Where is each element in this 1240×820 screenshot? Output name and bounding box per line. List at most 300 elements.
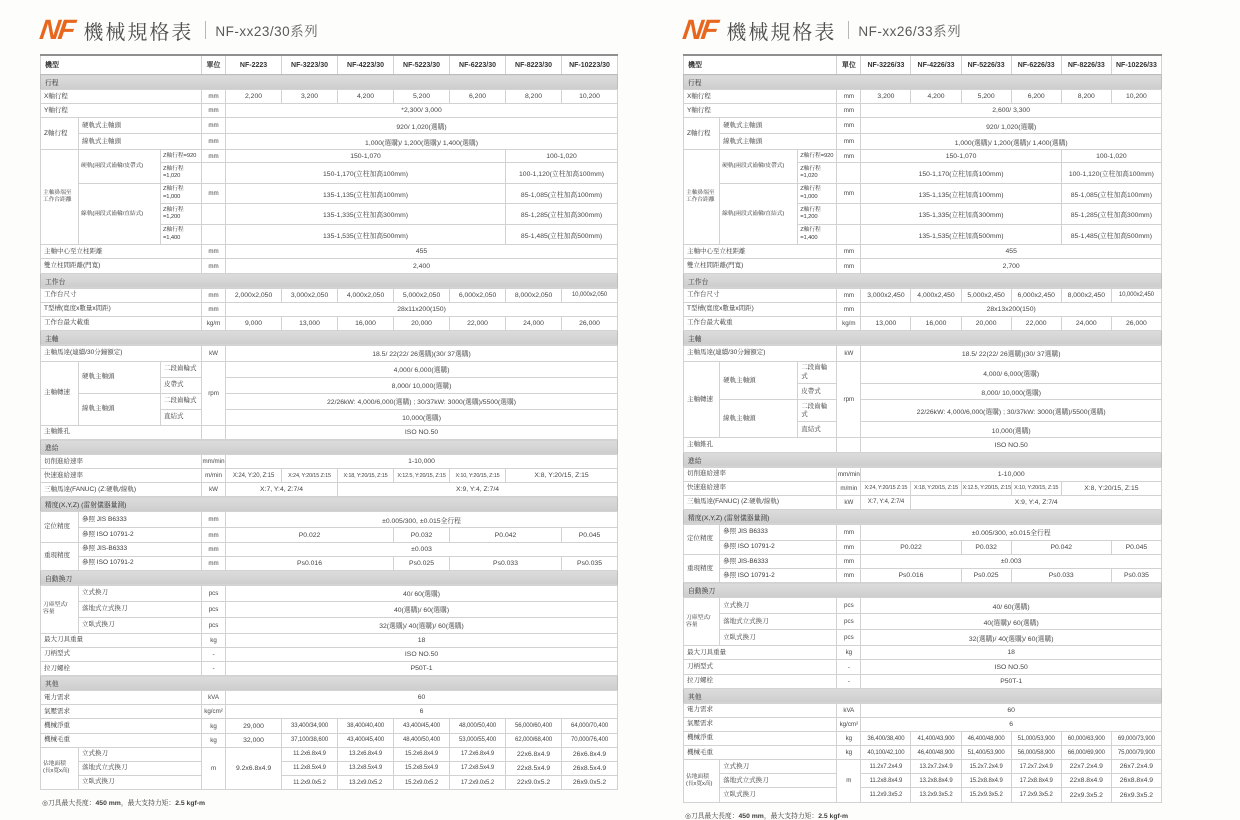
row-label: Z軸行程=1,000 — [798, 183, 837, 203]
row-label: 雙立柱間距離(門寬) — [684, 259, 837, 273]
unit-cell: mm — [837, 540, 861, 554]
value-cell: 8,000/ 10,000(選購) — [226, 377, 618, 393]
row-label: 刀庫型式/ 容量 — [684, 598, 720, 646]
value-cell: 41,400/43,900 — [911, 731, 961, 745]
value-cell: 17.2x9.3x5.2 — [1011, 788, 1061, 802]
value-cell: 18.5/ 22(22/ 26選購)(30/ 37選購) — [226, 345, 618, 361]
row-label: Z軸行程=1,400 — [161, 224, 202, 244]
table-row — [684, 731, 1162, 745]
value-cell: 33,400/34,900 — [282, 719, 338, 733]
model-header: NF-4223/30 — [338, 55, 394, 75]
title-right — [680, 12, 1162, 48]
row-label: 重現精度 — [41, 542, 79, 570]
value-cell: X:8, Y:20/15, Z:15 — [506, 469, 618, 483]
value-cell: 920/ 1,020(選購) — [226, 118, 618, 134]
section-label: 精度(X,Y,Z) (雷射儀器量測) — [684, 509, 1162, 524]
section-label: 精度(X,Y,Z) (雷射儀器量測) — [41, 497, 618, 512]
value-cell: 17.2x9.0x5.2 — [450, 775, 506, 789]
value-cell: 1,000(選購)/ 1,200(選購)/ 1,400(選購) — [861, 134, 1162, 150]
value-cell: ±0.003 — [861, 555, 1162, 569]
table-row — [684, 150, 1162, 163]
value-cell: 3,200 — [282, 90, 338, 104]
footnote-text: ，最大支持力矩： — [763, 812, 819, 820]
value-cell: 13.2x6.8x4.9 — [338, 747, 394, 761]
row-label: 電力需求 — [684, 703, 837, 717]
value-cell: 32(選購)/ 40(選購)/ 60(選購) — [861, 630, 1162, 646]
unit-cell: kVA — [837, 703, 861, 717]
row-label: 機械毛重 — [41, 733, 202, 747]
value-cell: 32(選購)/ 40(選購)/ 60(選購) — [226, 617, 618, 633]
row-label: 最大刀具重量 — [41, 633, 202, 647]
value-cell: Ps0.025 — [961, 569, 1011, 583]
value-cell: 10,200 — [562, 90, 618, 104]
table-row — [41, 705, 618, 719]
unit-cell: - — [837, 660, 861, 674]
value-cell: X:10, Y:20/15, Z:15 — [1011, 481, 1061, 495]
row-label: 拉刀螺栓 — [684, 674, 837, 688]
value-cell: 4,200 — [911, 90, 961, 104]
unit-cell: mm — [202, 150, 226, 163]
value-cell: 15.2x7.2x4.9 — [961, 760, 1011, 774]
value-cell: 22,000 — [450, 316, 506, 330]
section-label: 進給 — [684, 452, 1162, 467]
value-cell: 1-10,000 — [226, 455, 618, 469]
row-label: Y軸行程 — [684, 104, 837, 118]
value-cell: Ps0.035 — [1111, 569, 1161, 583]
value-cell: 40(選購)/ 60(選購) — [861, 614, 1162, 630]
unit-cell — [202, 204, 226, 224]
value-cell: X:18, Y:20/15, Z:15 — [911, 481, 961, 495]
value-cell: 920/ 1,020(選購) — [861, 118, 1162, 134]
value-cell: 10,000(選購) — [861, 422, 1162, 438]
value-cell: 20,000 — [394, 316, 450, 330]
row-label: 佔地面積 (長x寬x高) — [684, 760, 720, 802]
row-label: 定位精度 — [684, 524, 720, 554]
value-cell: 22x6.8x4.9 — [506, 747, 562, 761]
unit-cell: mm — [837, 302, 861, 316]
value-cell: 11.2x8.5x4.9 — [282, 761, 338, 775]
value-cell: 46,400/48,900 — [961, 731, 1011, 745]
value-cell: *2,300/ 3,000 — [226, 104, 618, 118]
unit-cell: mm — [837, 569, 861, 583]
section-label: 主軸 — [41, 330, 618, 345]
value-cell: ±0.005/300, ±0.015全行程 — [861, 524, 1162, 540]
unit-cell — [837, 163, 861, 183]
value-cell: 5,200 — [961, 90, 1011, 104]
value-cell: Ps0.016 — [861, 569, 961, 583]
unit-cell: mm — [202, 556, 226, 570]
unit-cell: mm — [837, 134, 861, 150]
value-cell: 135-1,535(立柱加高500mm) — [226, 224, 506, 244]
nf-logo: NF — [680, 14, 719, 45]
row-label: 主軸錐孔 — [684, 438, 837, 452]
unit-cell: kg/cm² — [837, 717, 861, 731]
value-cell: 13,000 — [282, 316, 338, 330]
value-cell: 26x6.8x4.9 — [562, 747, 618, 761]
value-cell: X:12.5, Y:20/15, Z:15 — [394, 469, 450, 483]
row-label: 佔地面積 (長x寬x高) — [41, 747, 79, 789]
row-label: 落地式立式換刀 — [720, 774, 837, 788]
unit-cell: mm — [202, 104, 226, 118]
unit-cell: mm — [202, 259, 226, 273]
footnote-text: 450 mm — [95, 800, 121, 808]
value-cell: 100-1,120(立柱加高100mm) — [1061, 163, 1161, 183]
value-cell: 150-1,170(立柱加高100mm) — [861, 163, 1061, 183]
unit-cell: m — [202, 747, 226, 789]
series-label: NF-xx23/30系列 — [215, 24, 319, 39]
section-row — [41, 330, 618, 345]
table-row — [41, 528, 618, 542]
value-cell: 15.2x9.0x5.2 — [394, 775, 450, 789]
unit-cell: mm — [202, 512, 226, 528]
value-cell: P50T-1 — [861, 674, 1162, 688]
unit-cell: mm — [202, 542, 226, 556]
value-cell: P0.022 — [861, 540, 961, 554]
row-label: 二段齒輪式 — [161, 361, 202, 377]
row-label: Z軸行程=1,400 — [798, 224, 837, 244]
table-row — [41, 483, 618, 497]
table-row — [41, 361, 618, 377]
row-label: 直結式 — [161, 409, 202, 425]
unit-cell: kg — [202, 733, 226, 747]
model-header: NF-5223/30 — [394, 55, 450, 75]
row-label: 三軸馬達(FANUC) (Z:硬軌/線軌) — [684, 495, 837, 509]
row-label: 線軌(兩段式齒輪/直結式) — [79, 183, 161, 244]
footnote-text: 450 mm — [738, 812, 764, 820]
model-header: NF-3223/30 — [282, 55, 338, 75]
value-cell: P0.045 — [562, 528, 618, 542]
value-cell: 4,000/ 6,000(選購) — [861, 361, 1162, 383]
value-cell: 4,000x2,450 — [911, 288, 961, 302]
unit-cell: mm — [837, 104, 861, 118]
unit-cell: m — [837, 760, 861, 802]
value-cell: 16,000 — [911, 316, 961, 330]
row-label: 主軸鼻端至 工作台距離 — [684, 150, 720, 245]
section-row — [684, 509, 1162, 524]
row-label: 線軌主軸頭 — [720, 400, 798, 438]
value-cell: 69,000/73,900 — [1111, 731, 1161, 745]
section-label: 其他 — [41, 676, 618, 691]
table-row — [684, 90, 1162, 104]
unit-cell: mm — [202, 288, 226, 302]
value-cell: 40/ 60(選購) — [226, 585, 618, 601]
value-cell: 17.2x8.8x4.9 — [1011, 774, 1061, 788]
unit-cell: mm — [202, 90, 226, 104]
table-row — [684, 134, 1162, 150]
table-row — [41, 556, 618, 570]
value-cell: 18.5/ 22(22/ 26選購)(30/ 37選購) — [861, 345, 1162, 361]
value-cell: 1-10,000 — [861, 467, 1162, 481]
row-label: 落地式立式換刀 — [79, 761, 202, 775]
value-cell: 9,000 — [226, 316, 282, 330]
unit-cell: rpm — [202, 361, 226, 425]
section-row — [684, 330, 1162, 345]
value-cell: P50T-1 — [226, 662, 618, 676]
value-cell: 1,000(選購)/ 1,200(選購)/ 1,400(選購) — [226, 134, 618, 150]
spec-table-right — [683, 54, 1162, 803]
unit-cell: mm — [202, 183, 226, 203]
section-row — [684, 583, 1162, 598]
row-label: X軸行程 — [684, 90, 837, 104]
value-cell: 85-1,285(立柱加高300mm) — [506, 204, 618, 224]
unit-cell: kW — [202, 483, 226, 497]
value-cell: 43,400/45,400 — [394, 719, 450, 733]
value-cell: 6,000x2,450 — [1011, 288, 1061, 302]
value-cell: 5,000x2,450 — [961, 288, 1011, 302]
value-cell: 26x8.5x4.9 — [562, 761, 618, 775]
table-row — [41, 259, 618, 273]
row-label: 硬軌(兩段式齒輪/皮帶式) — [79, 150, 161, 184]
row-label: 線軌式主軸頭 — [79, 134, 202, 150]
value-cell: 48,400/50,400 — [394, 733, 450, 747]
row-label: T型槽(寬度x數量x間距) — [684, 302, 837, 316]
row-label: 立臥式換刀 — [79, 775, 202, 789]
value-cell: 6,200 — [450, 90, 506, 104]
row-label: 二段齒輪式 — [798, 361, 837, 383]
table-row — [41, 747, 618, 761]
value-cell: 150-1,070 — [226, 150, 506, 163]
unit-cell: mm — [837, 555, 861, 569]
section-label: 工作台 — [41, 273, 618, 288]
table-row — [41, 118, 618, 134]
model-header: NF-8223/30 — [506, 55, 562, 75]
table-row — [684, 288, 1162, 302]
table-row — [41, 601, 618, 617]
table-row — [41, 345, 618, 361]
table-row — [41, 425, 618, 439]
footnote-text: ◎刀具最大長度： — [685, 812, 739, 820]
value-cell: 26x9.0x5.2 — [562, 775, 618, 789]
value-cell: 56,000/60,400 — [506, 719, 562, 733]
value-cell: 28x11x200(150) — [226, 302, 618, 316]
value-cell: X:8, Y:20/15, Z:15 — [1061, 481, 1161, 495]
unit-cell: pcs — [837, 598, 861, 614]
page-left — [37, 12, 617, 820]
section-label: 行程 — [684, 75, 1162, 90]
row-label: 三軸馬達(FANUC) (Z:硬軌/線軌) — [41, 483, 202, 497]
value-cell: 5,000x2,050 — [394, 288, 450, 302]
series-label: NF-xx26/33系列 — [858, 24, 962, 39]
table-row — [684, 646, 1162, 660]
table-row — [41, 393, 618, 409]
value-cell: 85-1,085(立柱加高100mm) — [1061, 183, 1161, 203]
spec-table-container-left — [40, 54, 617, 790]
table-row — [41, 719, 618, 733]
row-label: 工作台尺寸 — [41, 288, 202, 302]
value-cell: 24,000 — [1061, 316, 1111, 330]
table-row — [684, 788, 1162, 802]
value-cell: 455 — [861, 245, 1162, 259]
value-cell: 4,000/ 6,000(選購) — [226, 361, 618, 377]
row-label: 線軌(兩段式齒輪/直結式) — [720, 183, 798, 244]
row-label: 參照 ISO 10791-2 — [79, 528, 202, 542]
section-row — [41, 75, 618, 90]
table-row — [41, 761, 618, 775]
table-row — [684, 660, 1162, 674]
value-cell: 3,000x2,050 — [282, 288, 338, 302]
value-cell: 6,000x2,050 — [450, 288, 506, 302]
row-label: 硬軌主軸頭 — [720, 361, 798, 399]
value-cell: 13.2x9.3x5.2 — [911, 788, 961, 802]
table-row — [684, 614, 1162, 630]
value-cell: Ps0.035 — [562, 556, 618, 570]
value-cell: 100-1,020 — [1061, 150, 1161, 163]
table-row — [684, 104, 1162, 118]
value-cell: 6 — [861, 717, 1162, 731]
unit-cell: kg/cm² — [202, 705, 226, 719]
unit-cell: - — [202, 647, 226, 661]
table-row — [41, 617, 618, 633]
section-row — [41, 440, 618, 455]
value-cell: Ps0.025 — [394, 556, 450, 570]
footnote-text: ，最大支持力矩： — [120, 800, 176, 808]
table-row — [41, 455, 618, 469]
row-label: 直結式 — [798, 422, 837, 438]
row-label: 立臥式換刀 — [79, 617, 202, 633]
row-label: 電力需求 — [41, 691, 202, 705]
value-cell: 11.2x6.8x4.9 — [282, 747, 338, 761]
value-cell: 11.2x8.8x4.9 — [861, 774, 911, 788]
row-label: 氣壓需求 — [684, 717, 837, 731]
unit-cell: mm — [837, 524, 861, 540]
row-label: 主軸錐孔 — [41, 425, 202, 439]
value-cell: 15.2x9.3x5.2 — [961, 788, 1011, 802]
value-cell: Ps0.033 — [1011, 569, 1111, 583]
value-cell: 22,000 — [1011, 316, 1061, 330]
value-cell: 22x8.8x4.9 — [1061, 774, 1111, 788]
row-label: Z軸行程=920 — [798, 150, 837, 163]
value-cell: 455 — [226, 245, 618, 259]
unit-cell: mm — [202, 118, 226, 134]
section-row — [684, 75, 1162, 90]
value-cell: 22x9.0x5.2 — [506, 775, 562, 789]
value-cell: 11.2x7.2x4.9 — [861, 760, 911, 774]
value-cell: 10,200 — [1111, 90, 1161, 104]
table-row — [684, 316, 1162, 330]
table-row — [41, 662, 618, 676]
unit-cell: kg/m — [837, 316, 861, 330]
row-label: X軸行程 — [41, 90, 202, 104]
row-label: 工作台尺寸 — [684, 288, 837, 302]
unit-cell: kVA — [202, 691, 226, 705]
value-cell: 37,100/38,600 — [282, 733, 338, 747]
row-label: 立式換刀 — [79, 747, 202, 761]
footnote-left — [40, 797, 617, 807]
value-cell: 2,600/ 3,300 — [861, 104, 1162, 118]
value-cell: 53,000/55,400 — [450, 733, 506, 747]
unit-cell: pcs — [837, 630, 861, 646]
table-row — [684, 259, 1162, 273]
row-label: 落地式立式換刀 — [720, 614, 837, 630]
section-row — [41, 676, 618, 691]
value-cell: 62,000/68,400 — [506, 733, 562, 747]
value-cell: 100-1,120(立柱加高100mm) — [506, 163, 618, 183]
model-header: NF-4226/33 — [911, 55, 961, 75]
value-cell: 135-1,335(立柱加高300mm) — [861, 204, 1061, 224]
row-label: 主軸鼻端至 工作台距離 — [41, 150, 79, 245]
table-row — [41, 150, 618, 163]
table-row — [684, 302, 1162, 316]
value-cell: 51,000/53,900 — [1011, 731, 1061, 745]
table-row — [684, 481, 1162, 495]
value-cell: 85-1,485(立柱加高500mm) — [1061, 224, 1161, 244]
row-label: 切削進給速率 — [41, 455, 202, 469]
value-cell: P0.032 — [394, 528, 450, 542]
row-label: 立臥式換刀 — [720, 788, 837, 802]
value-cell: 60 — [226, 691, 618, 705]
value-cell: 15.2x6.8x4.9 — [394, 747, 450, 761]
title-divider — [848, 21, 849, 39]
row-label: Z軸行程=920 — [161, 150, 202, 163]
value-cell: 46,400/48,900 — [911, 746, 961, 760]
header-row — [41, 55, 618, 75]
table-row — [684, 746, 1162, 760]
unit-cell: kW — [837, 495, 861, 509]
unit-cell: kg/m — [202, 316, 226, 330]
value-cell: 75,000/79,900 — [1111, 746, 1161, 760]
value-cell: 36,400/38,400 — [861, 731, 911, 745]
unit-cell: mm — [837, 259, 861, 273]
value-cell: X:9, Y:4, Z:7/4 — [911, 495, 1162, 509]
value-cell: ISO NO.50 — [226, 647, 618, 661]
page-right — [680, 12, 1162, 820]
table-row — [684, 540, 1162, 554]
unit-cell: pcs — [202, 617, 226, 633]
model-header: NF-6226/33 — [1011, 55, 1061, 75]
table-row — [684, 598, 1162, 614]
value-cell: 26,000 — [562, 316, 618, 330]
value-cell: 22x7.2x4.9 — [1061, 760, 1111, 774]
row-label: 參照 JIS-B6333 — [720, 555, 837, 569]
value-cell: 26x8.8x4.9 — [1111, 774, 1161, 788]
unit-cell: mm — [202, 528, 226, 542]
table-row — [684, 569, 1162, 583]
table-row — [41, 134, 618, 150]
value-cell: P0.045 — [1111, 540, 1161, 554]
value-cell: 150-1,170(立柱加高100mm) — [226, 163, 506, 183]
table-row — [41, 775, 618, 789]
section-label: 其他 — [684, 688, 1162, 703]
section-label: 自動換刀 — [41, 570, 618, 585]
spec-table-left — [40, 54, 618, 790]
row-label: 皮帶式 — [798, 384, 837, 400]
table-row — [684, 118, 1162, 134]
model-header: NF-5226/33 — [961, 55, 1011, 75]
unit-cell: pcs — [202, 601, 226, 617]
value-cell: 26x9.3x5.2 — [1111, 788, 1161, 802]
footnote-text: 2.5 kgf-m — [175, 800, 206, 808]
footnote-text: ◎刀具最大長度： — [42, 800, 96, 808]
unit-column-header: 單位 — [837, 55, 861, 75]
table-row — [41, 183, 618, 203]
row-label: 硬軌式主軸頭 — [720, 118, 837, 134]
row-label: 二段齒輪式 — [798, 400, 837, 422]
value-cell: 10,000x2,450 — [1111, 288, 1161, 302]
unit-cell: kW — [202, 345, 226, 361]
value-cell: 11.2x9.3x5.2 — [861, 788, 911, 802]
table-row — [41, 245, 618, 259]
table-row — [684, 438, 1162, 452]
unit-cell — [837, 204, 861, 224]
row-label: 參照 ISO 10791-2 — [79, 556, 202, 570]
value-cell: 4,000x2,050 — [338, 288, 394, 302]
value-cell: 2,700 — [861, 259, 1162, 273]
row-label: 線軌式主軸頭 — [720, 134, 837, 150]
value-cell: 15.2x8.5x4.9 — [394, 761, 450, 775]
model-header: NF-10226/33 — [1111, 55, 1161, 75]
section-label: 進給 — [41, 440, 618, 455]
unit-cell: rpm — [837, 361, 861, 438]
